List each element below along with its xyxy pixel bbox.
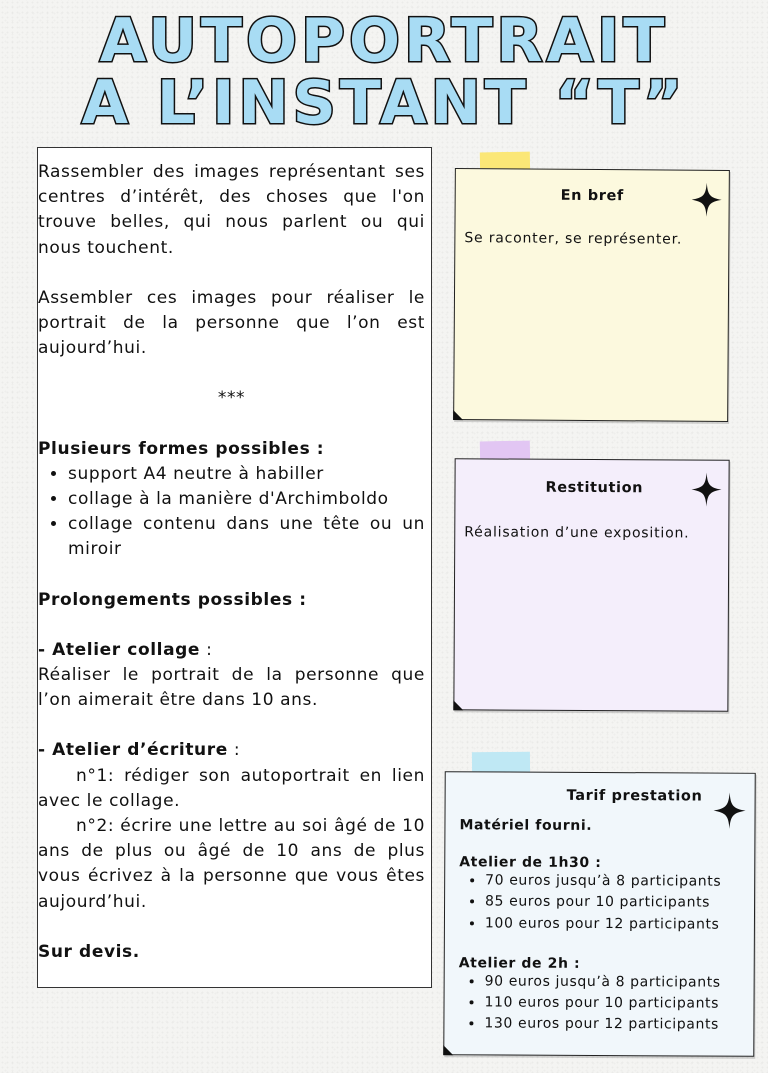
pricing-title: Tarif prestation — [566, 787, 703, 805]
list-item: • 70 euros jusqu’à 8 participants — [485, 870, 721, 893]
brief-title: En bref — [560, 187, 624, 205]
brief-text: Se raconter, se représenter. — [464, 230, 683, 248]
page-title-line-1: AUTOPORTRAIT — [99, 6, 669, 76]
session-1-prices — [459, 870, 721, 935]
list-item: • support A4 neutre à habiller — [68, 462, 425, 487]
collage-heading-line — [38, 638, 425, 663]
material-note: Matériel fourni. — [459, 817, 593, 834]
list-item: • 90 euros jusqu’à 8 participants — [485, 971, 721, 994]
pricing-note — [443, 771, 755, 1057]
writing-colon: : — [227, 740, 241, 761]
folded-corner — [453, 410, 463, 420]
goal-paragraph: Assembler ces images pour réaliser le portrait de la personne que l’on est aujourd’hui. — [38, 287, 425, 359]
quote-note: Sur devis. — [38, 941, 140, 962]
list-item: • collage contenu dans une tête ou un miroir — [68, 512, 425, 562]
list-item: • 85 euros pour 10 participants — [485, 892, 721, 915]
session-2-prices — [458, 971, 720, 1036]
sparkle-star-icon — [692, 183, 722, 217]
writing-heading: - Atelier d’écriture — [38, 740, 228, 761]
description-panel — [37, 147, 432, 988]
folded-corner — [443, 1045, 453, 1055]
restitution-text: Réalisation d’une exposition. — [464, 524, 690, 542]
list-item: • collage à la manière d'Archimboldo — [68, 487, 425, 512]
collage-colon: : — [200, 639, 213, 660]
writing-option-2: n°2: écrire une lettre au soi âgé de 10 ans de plus ou âgé de 10 ans de plus vous écrivez à la personne que vous êtes aujourd’hui. — [38, 816, 425, 912]
writing-heading-line — [38, 738, 425, 763]
folded-corner — [453, 700, 463, 710]
collage-text: Réaliser le portrait de la personne que l’on aimerait être dans 10 ans. — [38, 665, 425, 711]
list-item: • 110 euros pour 10 participants — [484, 993, 720, 1016]
sparkle-star-icon — [691, 473, 721, 507]
session-2-heading: Atelier de 2h : — [458, 955, 581, 972]
forms-list — [38, 462, 425, 563]
brief-note — [453, 168, 730, 422]
session-1-heading: Atelier de 1h30 : — [459, 854, 602, 872]
restitution-note — [453, 458, 729, 711]
list-item: • 130 euros pour 12 participants — [484, 1014, 720, 1037]
page-title-line-2: A L’INSTANT “T” — [81, 68, 687, 138]
pricing-content — [458, 817, 721, 1036]
list-item: • 100 euros pour 12 participants — [485, 913, 721, 936]
forms-heading: Plusieurs formes possibles : — [38, 438, 325, 459]
restitution-title: Restitution — [545, 479, 644, 497]
intro-paragraph: Rassembler des images représentant ses centres d’intérêt, des choses que l'on trouve belles, qui nous parlent ou qui nous touchent. — [38, 162, 425, 258]
extensions-heading: Prolongements possibles : — [38, 589, 307, 610]
collage-heading: - Atelier collage — [38, 639, 201, 660]
writing-option-1: n°1: rédiger son autoportrait en lien avec le collage. — [38, 765, 425, 811]
separator: *** — [217, 388, 246, 409]
